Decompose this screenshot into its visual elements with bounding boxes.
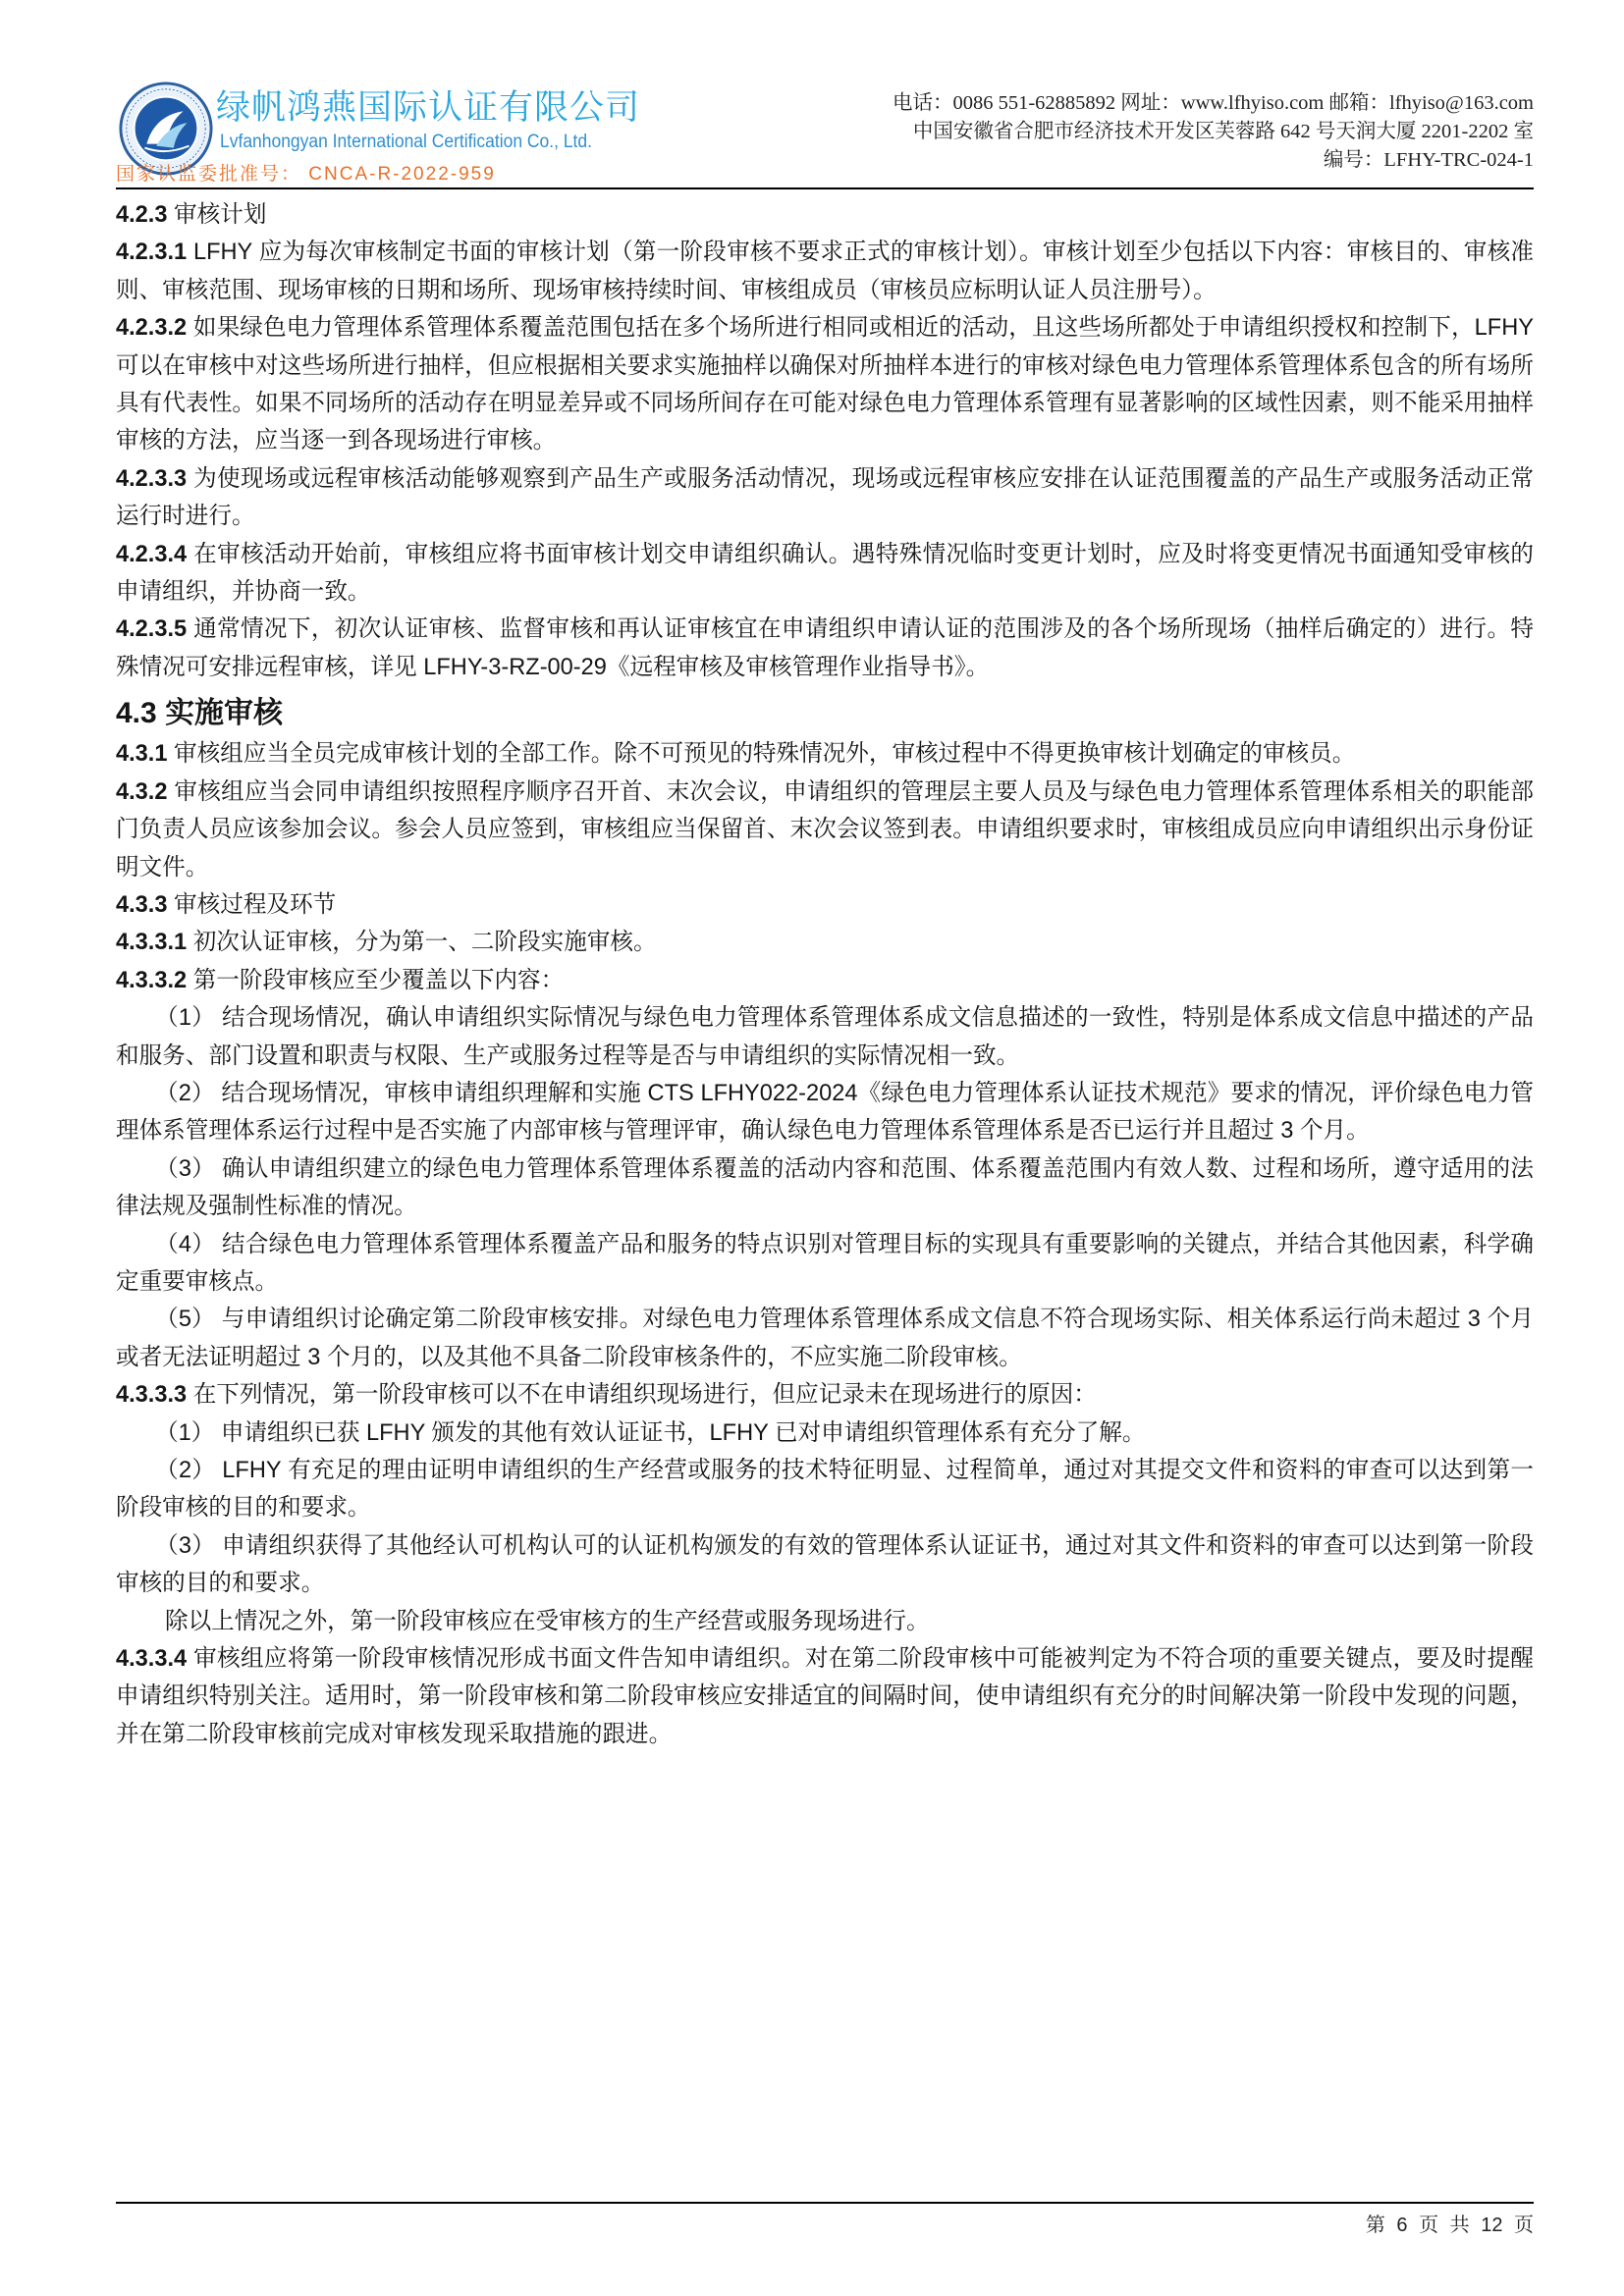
- company-logo: [116, 77, 725, 187]
- list-item-label: （2）: [155, 1458, 216, 1483]
- clause-text: 为使现场或远程审核活动能够观察到产品生产或服务活动情况，现场或远程审核应安排在认证范围覆盖的产品生产或服务活动正常运行时进行。: [116, 465, 1534, 530]
- list-item-text: LFHY 有充足的理由证明申请组织的生产经营或服务的技术特征明显、过程简单，通过对其提交文件和资料的审查可以达到第一阶段审核的目的和要求。: [116, 1458, 1534, 1522]
- list-item-text: 结合现场情况，审核申请组织理解和实施 CTS LFHY022-2024《绿色电力管理体系认证技术规范》要求的情况，评价绿色电力管理体系管理体系运行过程中是否实施了内部审核与管理评审，确认绿色电力管理体系管理体系是否已运行并且超过 3 个月。: [116, 1080, 1535, 1145]
- section-number: 4.3: [116, 697, 157, 730]
- clause-4-2-3-1: [116, 234, 1534, 309]
- page-number: 第 6 页 共 12 页: [1365, 2215, 1534, 2236]
- clause-number: 4.2.3.3: [116, 465, 188, 492]
- list-item: [116, 1452, 1534, 1527]
- list-item-label: （2）: [155, 1080, 215, 1106]
- document-body: [116, 196, 1534, 1753]
- list-item-text: 申请组织获得了其他经认可机构认可的认证机构颁发的有效的管理体系认证证书，通过对其文件和资料的审查可以达到第一阶段审核的目的和要求。: [116, 1532, 1534, 1597]
- company-name-cn: 绿帆鸿燕国际认证有限公司: [216, 88, 641, 128]
- clause-number: 4.2.3.4: [116, 541, 188, 567]
- list-item-label: （4）: [155, 1231, 216, 1257]
- clause-text: 通常情况下，初次认证审核、监督审核和再认证审核宜在申请组织申请认证的范围涉及的各个场所现场（抽样后确定的）进行。特殊情况可安排远程审核，详见 LFHY-3-RZ-00-29《远程审核及审核管理作业指导书》。: [116, 616, 1534, 680]
- clause-text: 初次认证审核，分为第一、二阶段实施审核。: [192, 930, 657, 956]
- list-item-label: （1）: [155, 1419, 215, 1446]
- clause-4-3-3-1: [116, 924, 1534, 961]
- clause-number: 4.2.3.1: [116, 240, 188, 266]
- header-divider: [116, 187, 1534, 189]
- clause-number: 4.3.3.4: [116, 1646, 188, 1673]
- company-name-en: Lvfanhongyan International Certification Co., Ltd.: [220, 132, 592, 152]
- clause-4-3-3-4: [116, 1640, 1534, 1753]
- list-item-text: 结合现场情况，确认申请组织实际情况与绿色电力管理体系管理体系成文信息描述的一致性，特别是体系成文信息中描述的产品和服务、部门设置和职责与权限、生产或服务过程等是否与申请组织的实际情况相一致。: [116, 1005, 1534, 1069]
- clause-4-2-3-4: [116, 536, 1534, 612]
- clause-number: 4.2.3.5: [116, 616, 188, 643]
- list-item: [116, 1075, 1534, 1150]
- clause-number: 4.2.3.2: [116, 315, 188, 342]
- approval-number: 国家认监委批准号： CNCA-R-2022-959: [116, 164, 496, 185]
- clause-number: 4.3.1: [116, 741, 168, 768]
- list-item-text: 与申请组织讨论确定第二阶段审核安排。对绿色电力管理体系管理体系成文信息不符合现场实际、相关体系运行尚未超过 3 个月或者无法证明超过 3 个月的，以及其他不具备二阶段审核条件的，不应实施二阶段审核。: [116, 1307, 1535, 1370]
- contact-address: 中国安徽省合肥市经济技术开发区芙蓉路 642 号天润大厦 2201-2202 室: [912, 121, 1534, 142]
- clause-text: 审核组应将第一阶段审核情况形成书面文件告知申请组织。对在第二阶段审核中可能被判定为不符合项的重要关键点，要及时提醒申请组织特别关注。适用时，第一阶段审核和第二阶段审核应安排适宜的间隔时间，使申请组织有充分的时间解决第一阶段中发现的问题，并在第二阶段审核前完成对审核发现采取措施的跟进。: [116, 1646, 1534, 1747]
- document-number: 编号：LFHY-TRC-024-1: [1323, 149, 1534, 171]
- clause-number: 4.3.2: [116, 778, 168, 805]
- section-number: 4.3.3: [116, 891, 168, 918]
- list-item-text: 申请组织已获 LFHY 颁发的其他有效认证证书，LFHY 已对申请组织管理体系有充分了解。: [220, 1419, 1146, 1446]
- list-item-label: （3）: [155, 1155, 216, 1182]
- clause-number: 4.3.3.1: [116, 930, 188, 956]
- list-item-label: （1）: [155, 1005, 216, 1032]
- clause-4-3-3-3: [116, 1376, 1534, 1414]
- clause-number: 4.3.3.3: [116, 1382, 188, 1409]
- clause-text: 审核组应当全员完成审核计划的全部工作。除不可预见的特殊情况外，审核过程中不得更换审核计划确定的审核员。: [174, 741, 1356, 768]
- contact-phone-web-email: 电话：0086 551-62885892 网址：www.lfhyiso.com 邮箱：lfhyiso@163.com: [892, 92, 1534, 114]
- list-item: [116, 1150, 1534, 1226]
- section-number: 4.2.3: [116, 202, 168, 228]
- contact-block: [893, 89, 1534, 175]
- clause-4-3-2: [116, 774, 1534, 886]
- section-heading-4-2-3: [116, 196, 1534, 234]
- section-heading-4-3-3: [116, 886, 1534, 924]
- clause-text: 第一阶段审核应至少覆盖以下内容：: [192, 967, 565, 993]
- clause-text: 如果绿色电力管理体系管理体系覆盖范围包括在多个场所进行相同或相近的活动，且这些场所都处于申请组织授权和控制下，LFHY 可以在审核中对这些场所进行抽样，但应根据相关要求实施抽样以确保对所抽样本进行的审核对绿色电力管理体系管理体系包含的所有场所具有代表性。如果不同场所的活动存在明显差异或不同场所间存在可能对绿色电力管理体系管理有显著影响的区域性因素，则不能采用抽样审核的方法，应当逐一到各现场进行审核。: [116, 315, 1534, 454]
- clause-text: 在审核活动开始前，审核组应将书面审核计划交申请组织确认。遇特殊情况临时变更计划时，应及时将变更情况书面通知受审核的申请组织，并协商一致。: [116, 541, 1534, 606]
- clause-text: 在下列情况，第一阶段审核可以不在申请组织现场进行，但应记录未在现场进行的原因：: [192, 1382, 1097, 1409]
- page-header: [116, 77, 1534, 187]
- footer-divider: [116, 2202, 1534, 2204]
- list-item: [116, 1301, 1534, 1376]
- section-title: 实施审核: [165, 697, 284, 730]
- list-item-text: 结合绿色电力管理体系管理体系覆盖产品和服务的特点识别对管理目标的实现具有重要影响的关键点，并结合其他因素，科学确定重要审核点。: [116, 1231, 1534, 1295]
- list-item-label: （5）: [155, 1307, 215, 1333]
- section-title: 审核计划: [174, 202, 267, 228]
- list-item: [116, 1527, 1534, 1603]
- section-heading-4-3: [116, 692, 1534, 735]
- list-item-text: 确认申请组织建立的绿色电力管理体系管理体系覆盖的活动内容和范围、体系覆盖范围内有效人数、过程和场所，遵守适用的法律法规及强制性标准的情况。: [116, 1155, 1534, 1220]
- clause-text: LFHY 应为每次审核制定书面的审核计划（第一阶段审核不要求正式的审核计划）。审核计划至少包括以下内容：审核目的、审核准则、审核范围、现场审核的日期和场所、现场审核持续时间、审核组成员（审核员应标明认证人员注册号）。: [116, 240, 1534, 303]
- clause-number: 4.3.3.2: [116, 967, 188, 993]
- list-item: [116, 999, 1534, 1075]
- list-item: [116, 1415, 1534, 1452]
- clause-4-2-3-5: [116, 611, 1534, 686]
- clause-4-3-3-2: [116, 962, 1534, 999]
- closing-paragraph: 除以上情况之外，第一阶段审核应在受审核方的生产经营或服务现场进行。: [165, 1608, 930, 1634]
- clause-4-2-3-2: [116, 309, 1534, 460]
- list-item-label: （3）: [155, 1532, 216, 1559]
- clause-4-3-1: [116, 735, 1534, 773]
- list-item: [116, 1226, 1534, 1302]
- clause-text: 审核组应当会同申请组织按照程序顺序召开首、末次会议，申请组织的管理层主要人员及与绿色电力管理体系管理体系相关的职能部门负责人员应该参加会议。参会人员应签到，审核组应当保留首、末次会议签到表。申请组织要求时，审核组成员应向申请组织出示身份证明文件。: [116, 778, 1534, 881]
- clause-4-2-3-3: [116, 460, 1534, 536]
- section-title: 审核过程及环节: [174, 891, 337, 918]
